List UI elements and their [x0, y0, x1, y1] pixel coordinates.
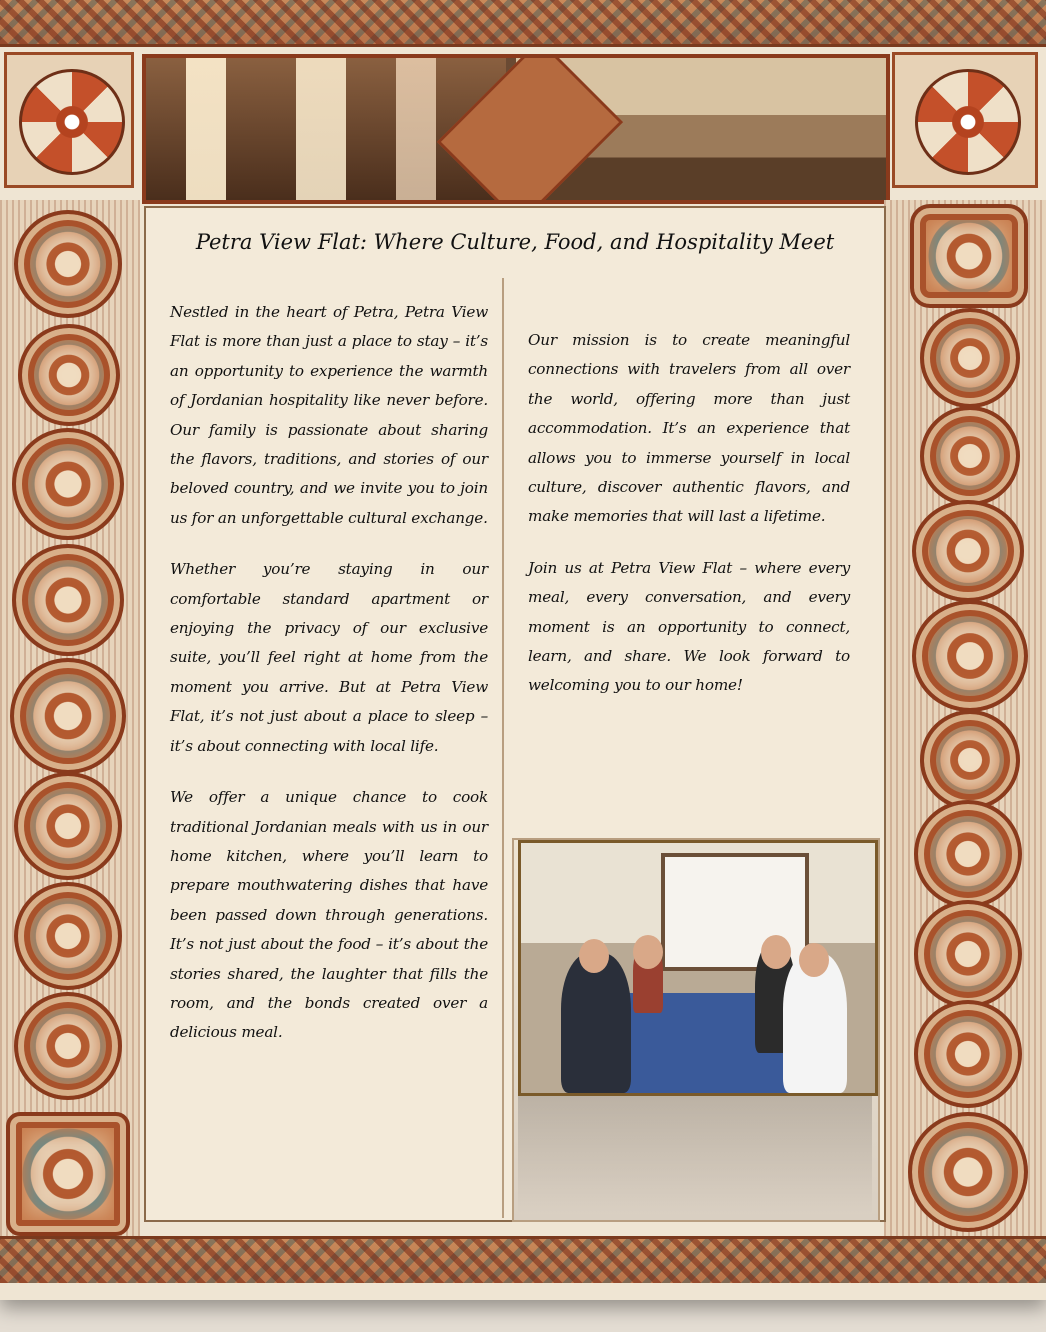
photo-person-head — [799, 943, 829, 977]
medallion-ornament — [14, 772, 122, 880]
medallion-ornament — [6, 1112, 130, 1236]
medallion-ornament — [920, 710, 1020, 810]
top-left-corner-ornament — [4, 52, 134, 188]
family-dinner-photo — [518, 840, 878, 1096]
left-ornamental-column — [0, 200, 140, 1236]
mission-paragraph: Our mission is to create meaningful connections with travelers from all over the world, offering more than just accommodation. It’s an experience that allows you to immerse yourself in local culture, discover authentic flavors, and make memories that will last a lifetime. — [528, 331, 850, 526]
right-ornamental-column — [884, 200, 1046, 1236]
bottom-ornamental-border — [0, 1236, 1046, 1283]
intro-paragraph: Nestled in the heart of Petra, Petra View Flat is more than just a place to stay – it’s an opportunity to experience the warmth of Jordanian hospitality like never before. Our family is passionate about sharing the flavors, traditions, and stories of our beloved country, and we invite you to join us for an unforgettable cultural exchange. — [170, 303, 488, 527]
medallion-ornament — [920, 308, 1020, 408]
column-divider — [502, 278, 504, 1218]
photo-reflection — [518, 1096, 872, 1214]
right-text-column — [528, 326, 850, 723]
photo-person-head — [633, 935, 663, 969]
photo-frame — [512, 838, 880, 1222]
photo-person-head — [761, 935, 791, 969]
left-text-column — [170, 298, 488, 1070]
accommodation-paragraph: Whether you’re staying in our comfortable standard apartment or enjoying the privacy of our exclusive suite, you’ll feel right at home from the moment you arrive. But at Petra View Flat, it’s not just about a place to sleep – it’s about connecting with local life. — [170, 560, 488, 755]
top-ornamental-border — [0, 0, 1046, 47]
medallion-ornament — [14, 992, 122, 1100]
medallion-ornament — [12, 544, 124, 656]
medallion-ornament — [920, 406, 1020, 506]
medallion-ornament — [12, 428, 124, 540]
page-title: Petra View Flat: Where Culture, Food, and Hospitality Meet — [195, 230, 835, 254]
invitation-paragraph: Join us at Petra View Flat – where every meal, every conversation, and every moment is an opportunity to connect, learn, and share. We look forward to welcoming you to our home! — [528, 558, 850, 695]
medallion-ornament — [914, 1000, 1022, 1108]
medallion-ornament — [908, 1112, 1028, 1232]
photo-person-head — [579, 939, 609, 973]
medallion-ornament — [912, 600, 1028, 712]
photo-person — [561, 953, 631, 1093]
medallion-ornament — [14, 210, 122, 318]
flower-ornament-icon — [19, 69, 125, 175]
top-right-corner-ornament — [892, 52, 1038, 188]
medallion-ornament — [912, 500, 1024, 602]
medallion-ornament — [914, 900, 1022, 1008]
content-panel — [144, 206, 886, 1222]
medallion-ornament — [914, 800, 1022, 908]
medallion-ornament — [14, 882, 122, 990]
flower-ornament-icon — [915, 69, 1021, 175]
medallion-ornament — [18, 324, 120, 426]
cooking-paragraph: We offer a unique chance to cook traditional Jordanian meals with us in our home kitchen, where you’ll learn to prepare mouthwatering dishes that have been passed down through generations. It’s not just about the food – it’s about the stories shared, the laughter that fills the room, and the bonds created over a delicious meal. — [170, 788, 488, 1042]
medallion-ornament — [910, 204, 1028, 308]
medallion-ornament — [10, 658, 126, 774]
header-banner-image — [142, 54, 890, 204]
